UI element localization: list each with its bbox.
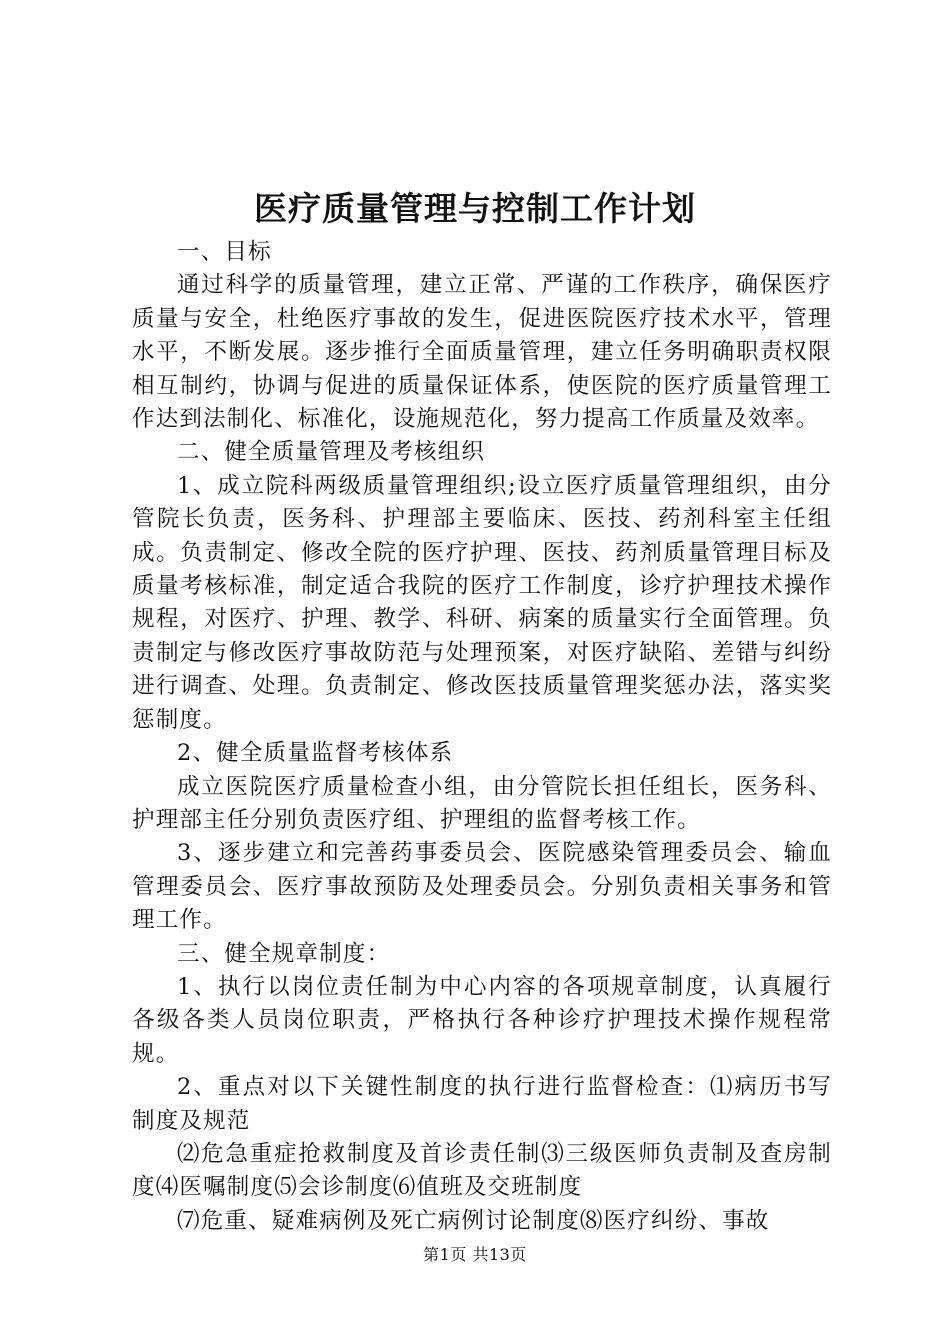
section-heading-goal: 一、目标 — [177, 239, 272, 265]
paragraph-regulations-list-b: ⑺危重、疑难病例及死亡病例讨论制度⑻医疗纠纷、事故 — [177, 1207, 770, 1234]
paragraph-organization-1: 1、成立院科两级质量管理组织;设立医疗质量管理组织，由分管院长负责，医务科、护理部主要临床、医技、药剂科室主任组成。负责制定、修改全院的医疗护理、医技、药剂质量管理目标及质量考核标准，制定适合我院的医疗工作制度，诊疗护理技术操作规程，对医疗、护理、教学、科研、病案的质量实行全面管理。负责制定与修改医疗事故防范与处理预案，对医疗缺陷、差错与纠纷进行调查、处理。负责制定、修改医技质量管理奖惩办法，落实奖惩制度。 — [132, 472, 832, 733]
paragraph-regulations-2: 2、重点对以下关键性制度的执行进行监督检查：⑴病历书写制度及规范 — [132, 1074, 832, 1134]
paragraph-supervision-team: 成立医院医疗质量检查小组，由分管院长担任组长，医务科、护理部主任分别负责医疗组、护理组的监督考核工作。 — [132, 773, 832, 833]
paragraph-regulations-list-a: ⑵危急重症抢救制度及首诊责任制⑶三级医师负责制及查房制度⑷医嘱制度⑸会诊制度⑹值班及交班制度 — [132, 1140, 832, 1201]
document-title: 医疗质量管理与控制工作计划 — [254, 189, 696, 228]
section-heading-regulations: 三、健全规章制度： — [177, 940, 391, 967]
subheading-supervision-system: 2、健全质量监督考核体系 — [177, 740, 454, 767]
paragraph-committees: 3、逐步建立和完善药事委员会、医院感染管理委员会、输血管理委员会、医疗事故预防及处理委员会。分别负责相关事务和管理工作。 — [132, 840, 832, 934]
paragraph-regulations-1: 1、执行以岗位责任制为中心内容的各项规章制度，认真履行各级各类人员岗位职责，严格执行各种诊疗护理技术操作规程常规。 — [132, 973, 832, 1067]
page-number-footer: 第1页 共13页 — [423, 1245, 527, 1264]
section-heading-organization: 二、健全质量管理及考核组织 — [177, 439, 486, 466]
document-body — [132, 236, 832, 1238]
paragraph-goal-text: 通过科学的质量管理，建立正常、严谨的工作秩序，确保医疗质量与安全，杜绝医疗事故的发生，促进医院医疗技术水平，管理水平，不断发展。逐步推行全面质量管理，建立任务明确职责权限相互制约，协调与促进的质量保证体系，使医院的医疗质量管理工作达到法制化、标准化，设施规范化，努力提高工作质量及效率。 — [132, 272, 832, 433]
